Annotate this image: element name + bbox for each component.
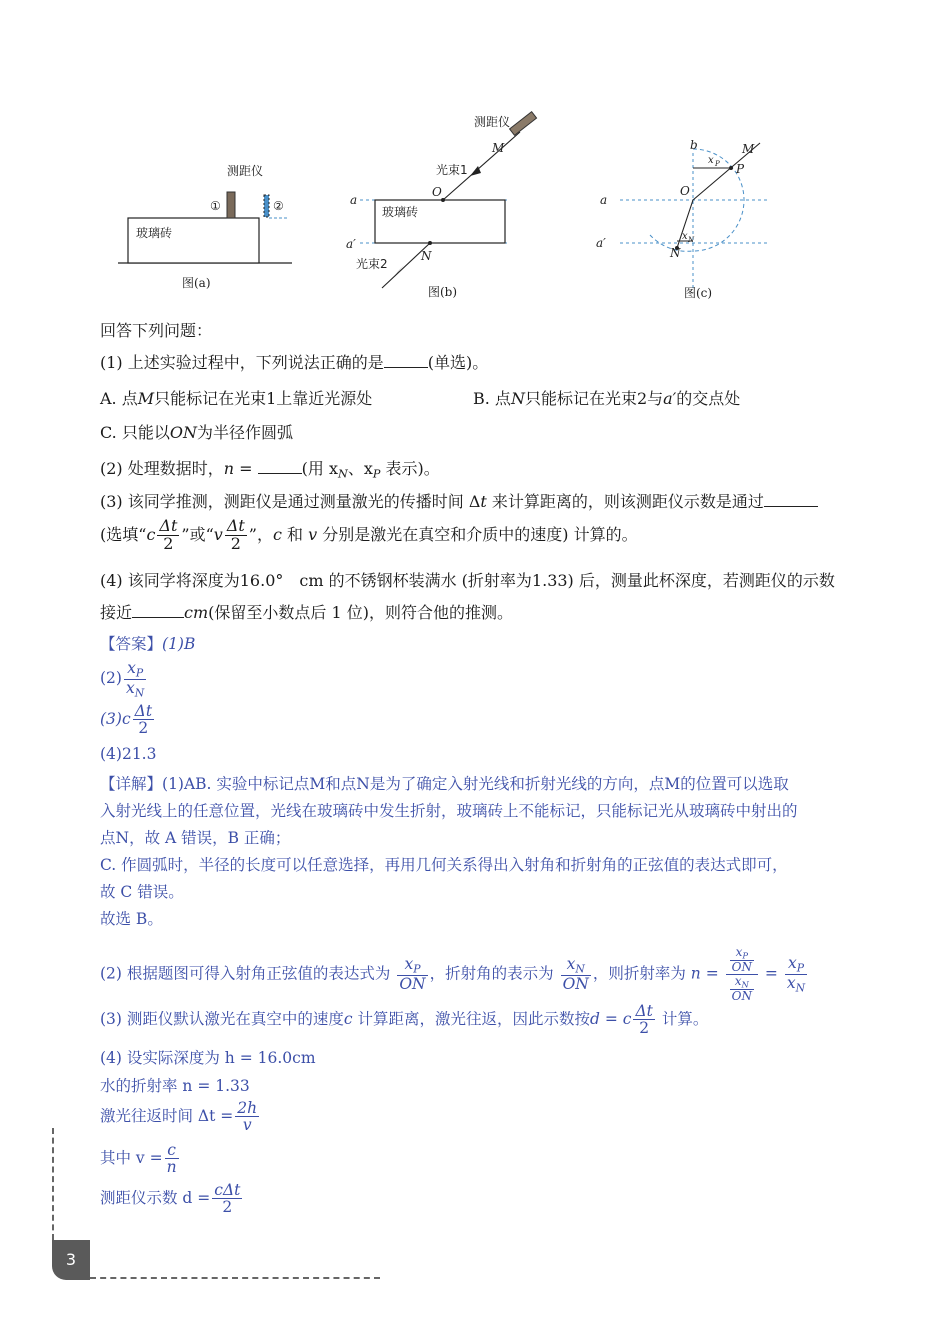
answer-blank-2 <box>258 472 302 474</box>
detail-p3: 点N，故 A 错误，B 正确； <box>100 829 291 847</box>
figure-a <box>110 155 310 305</box>
label-M: M <box>492 141 505 155</box>
label-M: M <box>742 142 755 156</box>
detail-p4: C. 作圆弧时，半径的长度可以任意选择，再用几何关系得出入射角和折射角的正弦值的表达式即可， <box>100 856 788 874</box>
label-P: P <box>736 162 745 176</box>
label-N: N <box>421 249 432 263</box>
label-xP-sub: P <box>715 160 720 168</box>
question-4-line2: 接近 cm(保留至小数点后 1 位)，则符合他的推测。 <box>100 603 513 622</box>
option-c: C. 只能以ON为半径作圆弧 <box>100 423 293 442</box>
label-a-prime: a′ <box>596 236 606 250</box>
figure-c <box>590 135 790 305</box>
answer-3: (3)c $\frac{\Delta t}{2}$ <box>100 702 153 738</box>
detail-step4-5: 测距仪示数 d = $\frac{\text{cΔt}}{2}$ <box>100 1181 241 1217</box>
answer-blank-1 <box>384 366 428 368</box>
label-pos2: ② <box>273 199 284 213</box>
label-glass: 玻璃砖 <box>382 205 419 219</box>
figure-b <box>340 110 540 305</box>
caption-c: 图(c) <box>684 286 713 300</box>
page-number: 3 <box>52 1240 90 1280</box>
question-3-line1: (3) 该同学推测，测距仪是通过测量激光的传播时间 Δt 来计算距离的，则该测距仪示数是通过 <box>100 489 818 512</box>
caption-b: 图(b) <box>428 285 458 299</box>
detail-p5: 故 C 错误。 <box>100 883 184 901</box>
detail-step4-3: 激光往返时间 Δt = $\frac{2h}{v}$ <box>100 1099 258 1135</box>
label-a: a <box>350 193 358 207</box>
caption-a: 图(a) <box>182 276 211 290</box>
label-a: a <box>600 193 608 207</box>
detail-step4-2: 水的折射率 n = 1.33 <box>100 1077 250 1095</box>
detail-step2: (2) 根据题图可得入射角正弦值的表达式为 $\frac{x_P}{ON}$ ，折射角的表示为 $\frac{x_N}{ON}$ ，则折射率为 n = $\frac{\frac{x_P}{ON}}{\frac{x_N}{ON}}$ = $\frac{x_P}{x_N}$ <box>100 945 806 1004</box>
label-O: O <box>432 185 442 199</box>
rangefinder <box>510 112 537 136</box>
question-1: (1) 上述实验过程中，下列说法正确的是 (单选)。 <box>100 353 489 372</box>
page-border-horizontal <box>90 1277 380 1279</box>
question-3-line2: (选填“c $\frac{\Delta t}{2}$ ”或“v $\frac{\Delta t}{2}$ ”，c 和 v 分别是激光在真空和介质中的速度) 计算的。 <box>100 516 638 553</box>
detail-step4-4: 其中 v = $\frac{c}{n}$ <box>100 1141 177 1177</box>
label-device: 测距仪 <box>474 115 511 129</box>
answer-4: (4)21.3 <box>100 745 157 763</box>
label-xN: x <box>682 231 688 242</box>
detail-p1: 【详解】(1)AB. 实验中标记点M和点N是为了确定入射光线和折射光线的方向，点M的位置可以选取 <box>100 775 789 793</box>
label-a-prime: a′ <box>346 237 356 251</box>
detail-p6: 故选 B。 <box>100 910 163 928</box>
label-xN-sub: N <box>688 236 695 244</box>
rangefinder-pos1 <box>227 192 235 218</box>
detail-step4-1: (4) 设实际深度为 h = 16.0cm <box>100 1049 316 1067</box>
question-2: (2) 处理数据时，n = (用 $x_N$、$x_P$ 表示)。 <box>100 459 440 481</box>
label-beam1: 光束1 <box>436 163 468 177</box>
label-glass: 玻璃砖 <box>136 226 173 240</box>
label-xP: x <box>708 155 714 166</box>
option-a: A. 点M只能标记在光束1上靠近光源处 <box>100 389 373 408</box>
rangefinder-pos2 <box>264 195 269 217</box>
label-O: O <box>680 184 690 198</box>
answer-2: (2) $\frac{x_P}{x_N}$ <box>100 659 145 699</box>
detail-p2: 入射光线上的任意位置，光线在玻璃砖中发生折射，玻璃砖上不能标记，只能标记光从玻璃砖中射出的 <box>100 802 798 820</box>
questions-intro: 回答下列问题： <box>100 321 213 340</box>
question-4-line1: (4) 该同学将深度为16.0° cm 的不锈钢杯装满水 (折射率为1.33) 后，测量此杯深度，若测距仪的示数 <box>100 571 835 590</box>
detail-step3: (3) 测距仪默认激光在真空中的速度c 计算距离，激光往返，因此示数按d = c $\frac{\Delta t}{2}$ 计算。 <box>100 1002 709 1038</box>
label-pos1: ① <box>210 199 221 213</box>
glass-brick <box>128 218 259 263</box>
answer-1: 【答案】(1)B <box>100 635 196 653</box>
option-b: B. 点N只能标记在光束2与a′的交点处 <box>473 389 741 408</box>
answer-blank-4 <box>132 616 184 618</box>
label-beam2: 光束2 <box>356 257 388 271</box>
label-N: N <box>670 246 681 260</box>
label-device: 测距仪 <box>227 164 264 178</box>
page-border-vertical <box>52 1128 54 1240</box>
answer-blank-3 <box>764 505 818 507</box>
label-b: b <box>690 138 698 152</box>
